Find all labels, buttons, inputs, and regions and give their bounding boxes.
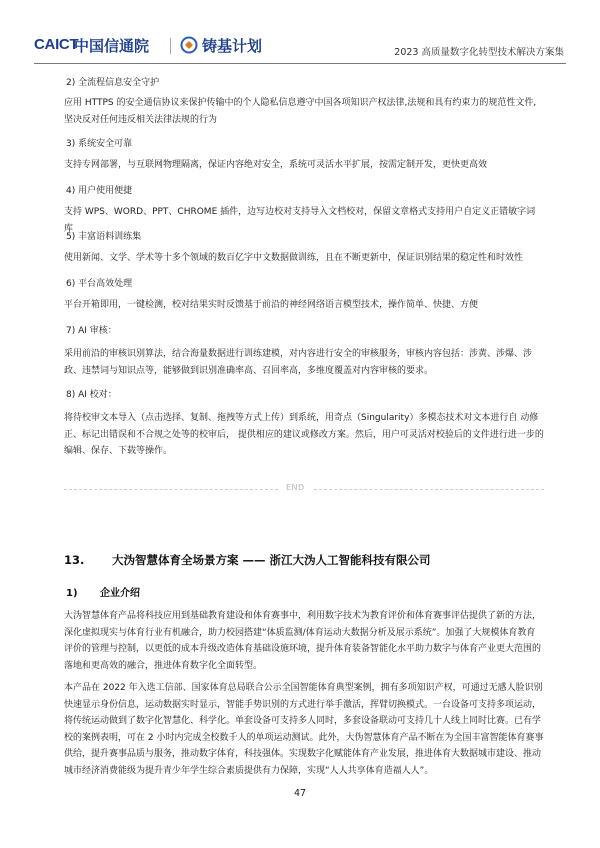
item-body-ai-review: 采用前沿的审核识别算法，结合海量数据进行训练建模，对内容进行安全的审核服务，审核内容包括：涉黄、涉爆、涉政、违禁词与知识点等，能够做到识别准确率高、召回率高，多维度覆盖对内容审核的要求。 [64,349,533,376]
item-heading-corpus: 5) 丰富语料训练集 [66,232,142,242]
subsection-title-text: 企业介绍 [100,588,140,599]
subsection-title [66,584,140,599]
caict-logo-text: CAICT [34,36,79,53]
item-heading-security: 2) 全流程信息安全守护 [66,78,160,88]
end-divider-right [314,489,544,490]
section-title-text: 大沩智慧体育全场景方案 —— 浙江大沩人工智能科技有限公司 [112,553,431,567]
page-number: 47 [293,788,307,799]
end-label: END [286,483,305,492]
logo-divider [170,38,171,54]
program-logo-text: 铸基计划 [202,37,263,55]
program-logo-icon [180,36,198,54]
item-heading-usability: 4) 用户使用便捷 [66,186,133,196]
item-heading-reliability: 3) 系统安全可靠 [66,139,133,149]
header-divider [34,63,566,64]
subsection-number: 1) [66,588,78,599]
page-header [0,0,600,66]
item-heading-ai-review: 7) AI 审核： [66,326,117,336]
item-heading-ai-proofread: 8) AI 校对： [66,390,117,400]
item-body-ai-proofread: 将待校审文本导入（点击选择、复制、拖拽等方式上传）到系统，用奇点（Singularity）多模态技术对文本进行自 动修正、标记出错误和不合规之处等的校审后， 提供相应的建议或修改方案。然后，用户可灵活对校验后的文件进行进一步的编辑、保存、下载等操作。 [64,413,544,456]
company-intro-paragraph: 大沩智慧体育产品将科技应用到基础教育建设和体育赛事中，利用数字技术为教育评价和体育赛事评估提供了新的方法，深化虚拟现实与体育行业有机融合，助力校园搭建“体质监测/体育运动大数据分析及展示系统”。加强了大规模体育教育评价的管理与控制，以更低的成本升级改造体育基础设施环境，提升体育装备智能化水平助力数字与体育产业更大范围的落地和更高效的融合，推进体育数字化全面转型。 [64,611,542,671]
item-heading-platform: 6) 平台高效处理 [66,279,133,289]
end-divider-left [64,489,278,490]
end-marker [64,483,544,495]
item-body-corpus: 使用新闻、文学、学术等十多个领域的数百亿字中文数据做训练，且在不断更新中，保证识别结果的稳定性和时效性 [64,253,524,263]
item-body-reliability: 支持专网部署，与互联网物理隔离，保证内容绝对安全，系统可灵活水平扩展，按需定制开发，更快更高效 [64,160,488,170]
caict-chinese-name: 中国信通院 [74,37,150,55]
section-number: 13. [64,553,85,567]
item-body-platform: 平台开箱即用，一键检测，校对结果实时反馈基于前沿的神经网络语言模型技术，操作简单、快捷、方便 [64,300,479,310]
section-title [64,552,544,568]
product-paragraph: 本产品在 2022 年入选工信部、国家体育总局联合公示全国智能体育典型案例，拥有多项知识产权，可通过无感人脸识别快速显示身份信息，运动数据实时显示，智能手势识别的方式进行举手激活，挥臂切换模式。一台设备可支持多项运动，将传统运动做到了数字化智慧化、科学化。单套设备可支持多人同时，多套设备联动可支持几十人线上同时比赛。已有学校的案例表明，可在 2 小时内完成全校数千人的单项运动测试。此外，大伪智慧体育产品不断在为全国丰富智能体育赛事供给，提升赛事品质与服务，推动数字体育，科技强体。实现数字化赋能体育产业发展，推进体育大数据城市建设、推动城市经济消费能级为提升青少年学生综合素质提供有力保障，实现“人人共享体育造福人人”。 [64,683,544,776]
item-body-usability: 支持 WPS、WORD、PPT、CHROME 插件，边写边校对支持导入文档校对，保留文章格式支持用户自定义正错敏字词库 [64,207,536,234]
document-title: 2023 高质量数字化转型技术解决方案集 [394,47,564,58]
item-body-security: 应用 HTTPS 的安全通信协议来保护传输中的个人隐私信息遵守中国各项知识产权法律,法规和具有约束力的规范性文件,坚决反对任何违反相关法律法规的行为 [64,98,537,125]
